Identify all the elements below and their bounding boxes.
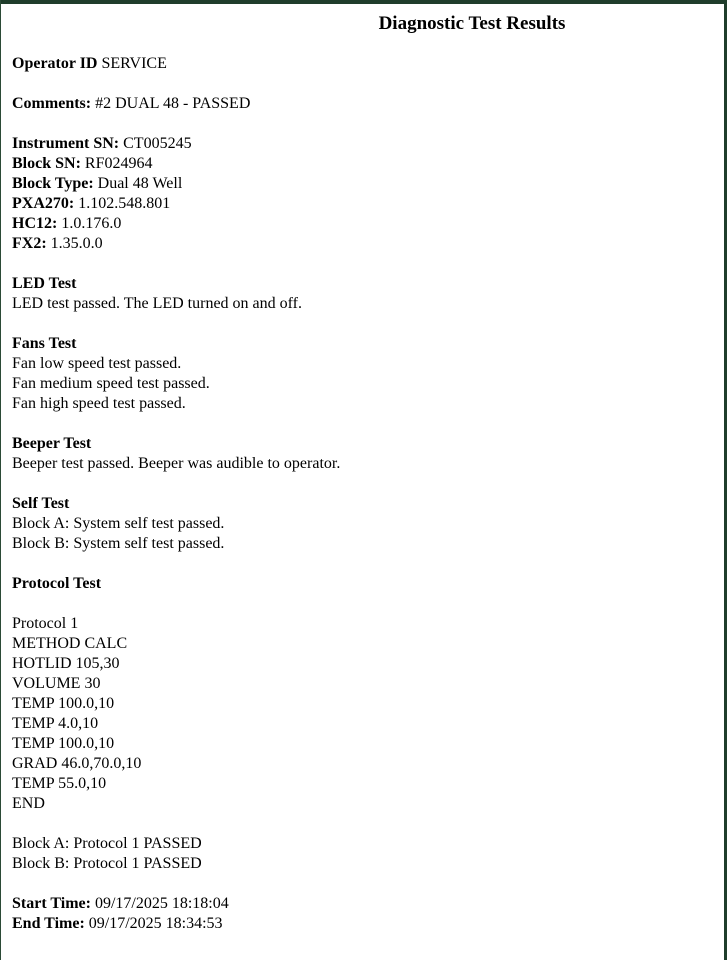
start-time-line bbox=[12, 894, 712, 914]
spacer bbox=[12, 594, 712, 614]
block-sn-value: RF024964 bbox=[84, 155, 153, 172]
instrument-sn-value: CT005245 bbox=[123, 135, 192, 152]
hc12-value: 1.0.176.0 bbox=[61, 215, 122, 232]
beeper-test-heading: Beeper Test bbox=[12, 435, 92, 452]
comments-label: Comments: bbox=[12, 95, 92, 112]
led-test-section bbox=[12, 274, 712, 314]
protocol-test-section bbox=[12, 574, 712, 874]
block-type-value: Dual 48 Well bbox=[97, 175, 183, 192]
pxa270-value: 1.102.548.801 bbox=[78, 195, 171, 212]
protocol-line: TEMP 100.0,10 bbox=[12, 695, 115, 712]
protocol-line: END bbox=[12, 795, 45, 812]
fx2-value: 1.35.0.0 bbox=[50, 235, 103, 252]
protocol-line: HOTLID 105,30 bbox=[12, 655, 120, 672]
times-section bbox=[12, 894, 712, 934]
beeper-test-section bbox=[12, 434, 712, 474]
report-content bbox=[12, 12, 712, 954]
self-test-section bbox=[12, 494, 712, 554]
protocol-line: GRAD 46.0,70.0,10 bbox=[12, 755, 142, 772]
spacer bbox=[12, 814, 712, 834]
block-sn-line bbox=[12, 154, 712, 174]
window-left-border bbox=[0, 0, 1, 960]
protocol-line: TEMP 4.0,10 bbox=[12, 715, 99, 732]
protocol-line: METHOD CALC bbox=[12, 635, 128, 652]
self-test-result: Block A: System self test passed. bbox=[12, 515, 225, 532]
end-time-value: 09/17/2025 18:34:53 bbox=[88, 915, 223, 932]
beeper-test-result: Beeper test passed. Beeper was audible to operator. bbox=[12, 455, 341, 472]
fans-test-result: Fan medium speed test passed. bbox=[12, 375, 210, 392]
window-top-border bbox=[0, 0, 727, 4]
block-type-label: Block Type: bbox=[12, 175, 94, 192]
protocol-line: Protocol 1 bbox=[12, 615, 79, 632]
hc12-label: HC12: bbox=[12, 215, 58, 232]
fx2-label: FX2: bbox=[12, 235, 47, 252]
led-test-result: LED test passed. The LED turned on and off. bbox=[12, 295, 303, 312]
comments-value: #2 DUAL 48 - PASSED bbox=[95, 95, 251, 112]
pxa270-label: PXA270: bbox=[12, 195, 75, 212]
led-test-heading: LED Test bbox=[12, 275, 77, 292]
protocol-line: TEMP 55.0,10 bbox=[12, 775, 107, 792]
block-type-line bbox=[12, 174, 712, 194]
instrument-sn-label: Instrument SN: bbox=[12, 135, 120, 152]
protocol-line: VOLUME 30 bbox=[12, 675, 101, 692]
fans-test-heading: Fans Test bbox=[12, 335, 77, 352]
fx2-line bbox=[12, 234, 712, 254]
fans-test-section bbox=[12, 334, 712, 414]
page-title: Diagnostic Test Results bbox=[378, 13, 566, 34]
fans-test-result: Fan high speed test passed. bbox=[12, 395, 186, 412]
instrument-sn-line bbox=[12, 134, 712, 154]
self-test-heading: Self Test bbox=[12, 495, 70, 512]
fans-test-result: Fan low speed test passed. bbox=[12, 355, 182, 372]
comments-section bbox=[12, 94, 712, 114]
instrument-info-section bbox=[12, 134, 712, 254]
pxa270-line bbox=[12, 194, 712, 214]
operator-label: Operator ID bbox=[12, 55, 98, 72]
protocol-result: Block B: Protocol 1 PASSED bbox=[12, 855, 202, 872]
self-test-result: Block B: System self test passed. bbox=[12, 535, 225, 552]
protocol-line: TEMP 100.0,10 bbox=[12, 735, 115, 752]
operator-line bbox=[12, 54, 712, 74]
operator-section bbox=[12, 54, 712, 74]
start-time-label: Start Time: bbox=[12, 895, 91, 912]
protocol-test-heading: Protocol Test bbox=[12, 575, 102, 592]
block-sn-label: Block SN: bbox=[12, 155, 81, 172]
end-time-line bbox=[12, 914, 712, 934]
hc12-line bbox=[12, 214, 712, 234]
comments-line bbox=[12, 94, 712, 114]
start-time-value: 09/17/2025 18:18:04 bbox=[94, 895, 229, 912]
end-time-label: End Time: bbox=[12, 915, 85, 932]
operator-value: SERVICE bbox=[101, 55, 167, 72]
protocol-result: Block A: Protocol 1 PASSED bbox=[12, 835, 202, 852]
